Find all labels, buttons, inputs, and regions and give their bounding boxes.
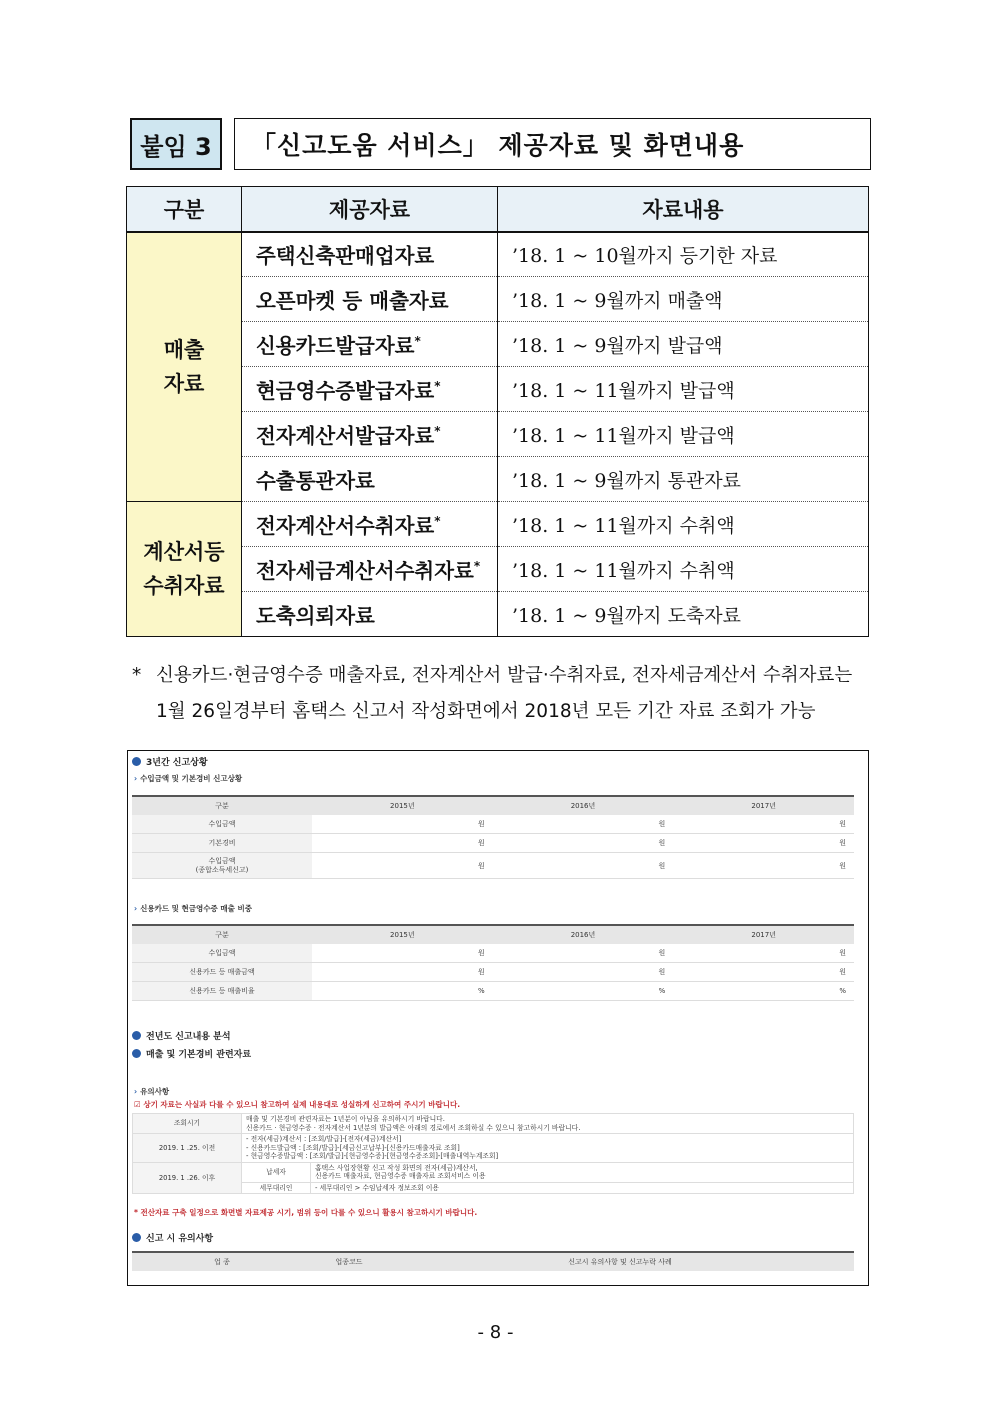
table-row — [127, 502, 869, 547]
card-ratio-table — [132, 924, 854, 1001]
col-header: 2016년 — [493, 925, 674, 944]
section-3yr-status: 3년간 신고상황 — [132, 755, 208, 768]
section-sales-expense-data: 매출 및 기본경비 관련자료 — [132, 1047, 251, 1060]
table-row: 수입금액 원 원 원 — [132, 944, 854, 963]
col-header: 2017년 — [673, 925, 854, 944]
col-header: 업종코드 — [312, 1252, 386, 1271]
desc-cell: ’18. 1 ~ 9월까지 통관자료 — [498, 457, 869, 502]
table-row: 세무대리인 - 세무대리인 > 수임납세자 정보조회 이용 — [133, 1182, 854, 1194]
desc-cell: ’18. 1 ~ 10월까지 등기한 자료 — [498, 232, 869, 277]
arrow-icon: › — [134, 904, 138, 913]
table-row: 수입금액 (종합소득세신고) 원 원 원 — [132, 853, 854, 879]
footnote — [132, 658, 877, 730]
item-cell: 도축의뢰자료 — [242, 592, 498, 637]
bullet-icon — [132, 1233, 141, 1242]
col-header-content: 자료내용 — [498, 187, 869, 232]
table-row: 조회시기 매출 및 기본경비 관련자료는 1년분이 아님을 유의하시기 바랍니다. 신용카드 · 현금영수증 · 전자계산서 1년분의 발급액은 아래의 경로에서 조회하실 수 있으니 참고하시기 바랍니다. — [133, 1114, 854, 1134]
table-row — [127, 232, 869, 277]
item-cell: 수출통관자료 — [242, 457, 498, 502]
item-cell: 전자세금계산서수취자료* — [242, 547, 498, 592]
provided-data-table — [126, 186, 869, 637]
page-number: - 8 - — [477, 1322, 514, 1343]
attachment-badge: 붙임 3 — [130, 118, 222, 170]
desc-cell: ’18. 1 ~ 9월까지 발급액 — [498, 322, 869, 367]
item-cell: 주택신축판매업자료 — [242, 232, 498, 277]
filing-notes-table — [132, 1251, 854, 1286]
item-cell: 전자계산서수취자료* — [242, 502, 498, 547]
income-expense-table — [132, 795, 854, 879]
bullet-icon — [132, 1031, 141, 1040]
warning-2: * 전산자료 구축 일정으로 화면별 자료제공 시기, 범위 등이 다를 수 있으니 활용시 참고하시기 바랍니다. — [134, 1208, 478, 1217]
table-row: 신용카드 등 매출비율 % % % — [132, 982, 854, 1001]
col-header-item: 제공자료 — [242, 187, 498, 232]
desc-cell: ’18. 1 ~ 9월까지 매출액 — [498, 277, 869, 322]
col-header-category: 구분 — [127, 187, 242, 232]
table-row: 수입금액 원 원 원 — [132, 815, 854, 834]
subsection-income-expense: › 수입금액 및 기본경비 신고상황 — [134, 774, 243, 783]
table-header-row — [127, 187, 869, 232]
item-cell: 현금영수증발급자료* — [242, 367, 498, 412]
desc-cell: ’18. 1 ~ 11월까지 발급액 — [498, 412, 869, 457]
table-row: 2019. 1 .25. 이전 - 전자(세금)계산서 : [조회/발급]-[전자(세금)계산서] - 신용카드발급액 : [조회/발급]-[세금신고납부]-[신용카드매출자료 조회] - 현금영수증발급액 : [조회/발급]-[현금영수증]-[현금영수증조회]-[매출내역누계조회] — [133, 1134, 854, 1163]
desc-cell: ’18. 1 ~ 11월까지 수취액 — [498, 547, 869, 592]
arrow-icon: › — [134, 1087, 138, 1096]
footnote-line-1: 신용카드·현금영수증 매출자료, 전자계산서 발급·수취자료, 전자세금계산서 수취자료는 — [156, 665, 853, 686]
col-header: 업 종 — [132, 1252, 312, 1271]
col-header: 신고시 유의사항 및 신고누락 사례 — [386, 1252, 854, 1271]
col-header: 2015년 — [312, 796, 493, 815]
bullet-icon — [132, 1049, 141, 1058]
section-prev-year-analysis: 전년도 신고내용 분석 — [132, 1029, 231, 1042]
table-row — [132, 1271, 854, 1286]
section-filing-notes: 신고 시 유의사항 — [132, 1231, 213, 1244]
table-row: 기본경비 원 원 원 — [132, 834, 854, 853]
page-title: 「신고도움 서비스」 제공자료 및 화면내용 — [234, 118, 871, 170]
col-header: 구분 — [132, 796, 312, 815]
item-cell: 신용카드발급자료* — [242, 322, 498, 367]
footnote-star: * — [132, 665, 142, 686]
notes-table — [132, 1113, 854, 1194]
subsection-card-ratio: › 신용카드 및 현금영수증 매출 비중 — [134, 904, 252, 913]
footnote-line-2: 1월 26일경부터 홈택스 신고서 작성화면에서 2018년 모든 기간 자료 조회가 가능 — [156, 701, 816, 722]
subsection-notes: › 유의사항 — [134, 1087, 170, 1096]
item-cell: 오픈마켓 등 매출자료 — [242, 277, 498, 322]
desc-cell: ’18. 1 ~ 11월까지 발급액 — [498, 367, 869, 412]
group-label-receipts: 계산서등 수취자료 — [127, 502, 242, 637]
table-row: 2019. 1 .26. 이후 납세자 홈택스 사업장현황 신고 작성 화면의 전자(세금)계산서, 신용카드 매출자료, 현금영수증 매출자료 조회서비스 이용 — [133, 1162, 854, 1182]
arrow-icon: › — [134, 774, 138, 783]
hometax-screenshot — [127, 750, 869, 1286]
col-header: 2017년 — [673, 796, 854, 815]
col-header: 구분 — [132, 925, 312, 944]
col-header: 2015년 — [312, 925, 493, 944]
warning-1: ☑ 상기 자료는 사실과 다를 수 있으니 참고하여 실제 내용대로 성실하게 신고하여 주시기 바랍니다. — [134, 1100, 461, 1109]
bullet-icon — [132, 757, 141, 766]
col-header: 2016년 — [493, 796, 674, 815]
group-label-sales: 매출 자료 — [127, 232, 242, 502]
table-row: 신용카드 등 매출금액 원 원 원 — [132, 963, 854, 982]
item-cell: 전자계산서발급자료* — [242, 412, 498, 457]
desc-cell: ’18. 1 ~ 11월까지 수취액 — [498, 502, 869, 547]
desc-cell: ’18. 1 ~ 9월까지 도축자료 — [498, 592, 869, 637]
